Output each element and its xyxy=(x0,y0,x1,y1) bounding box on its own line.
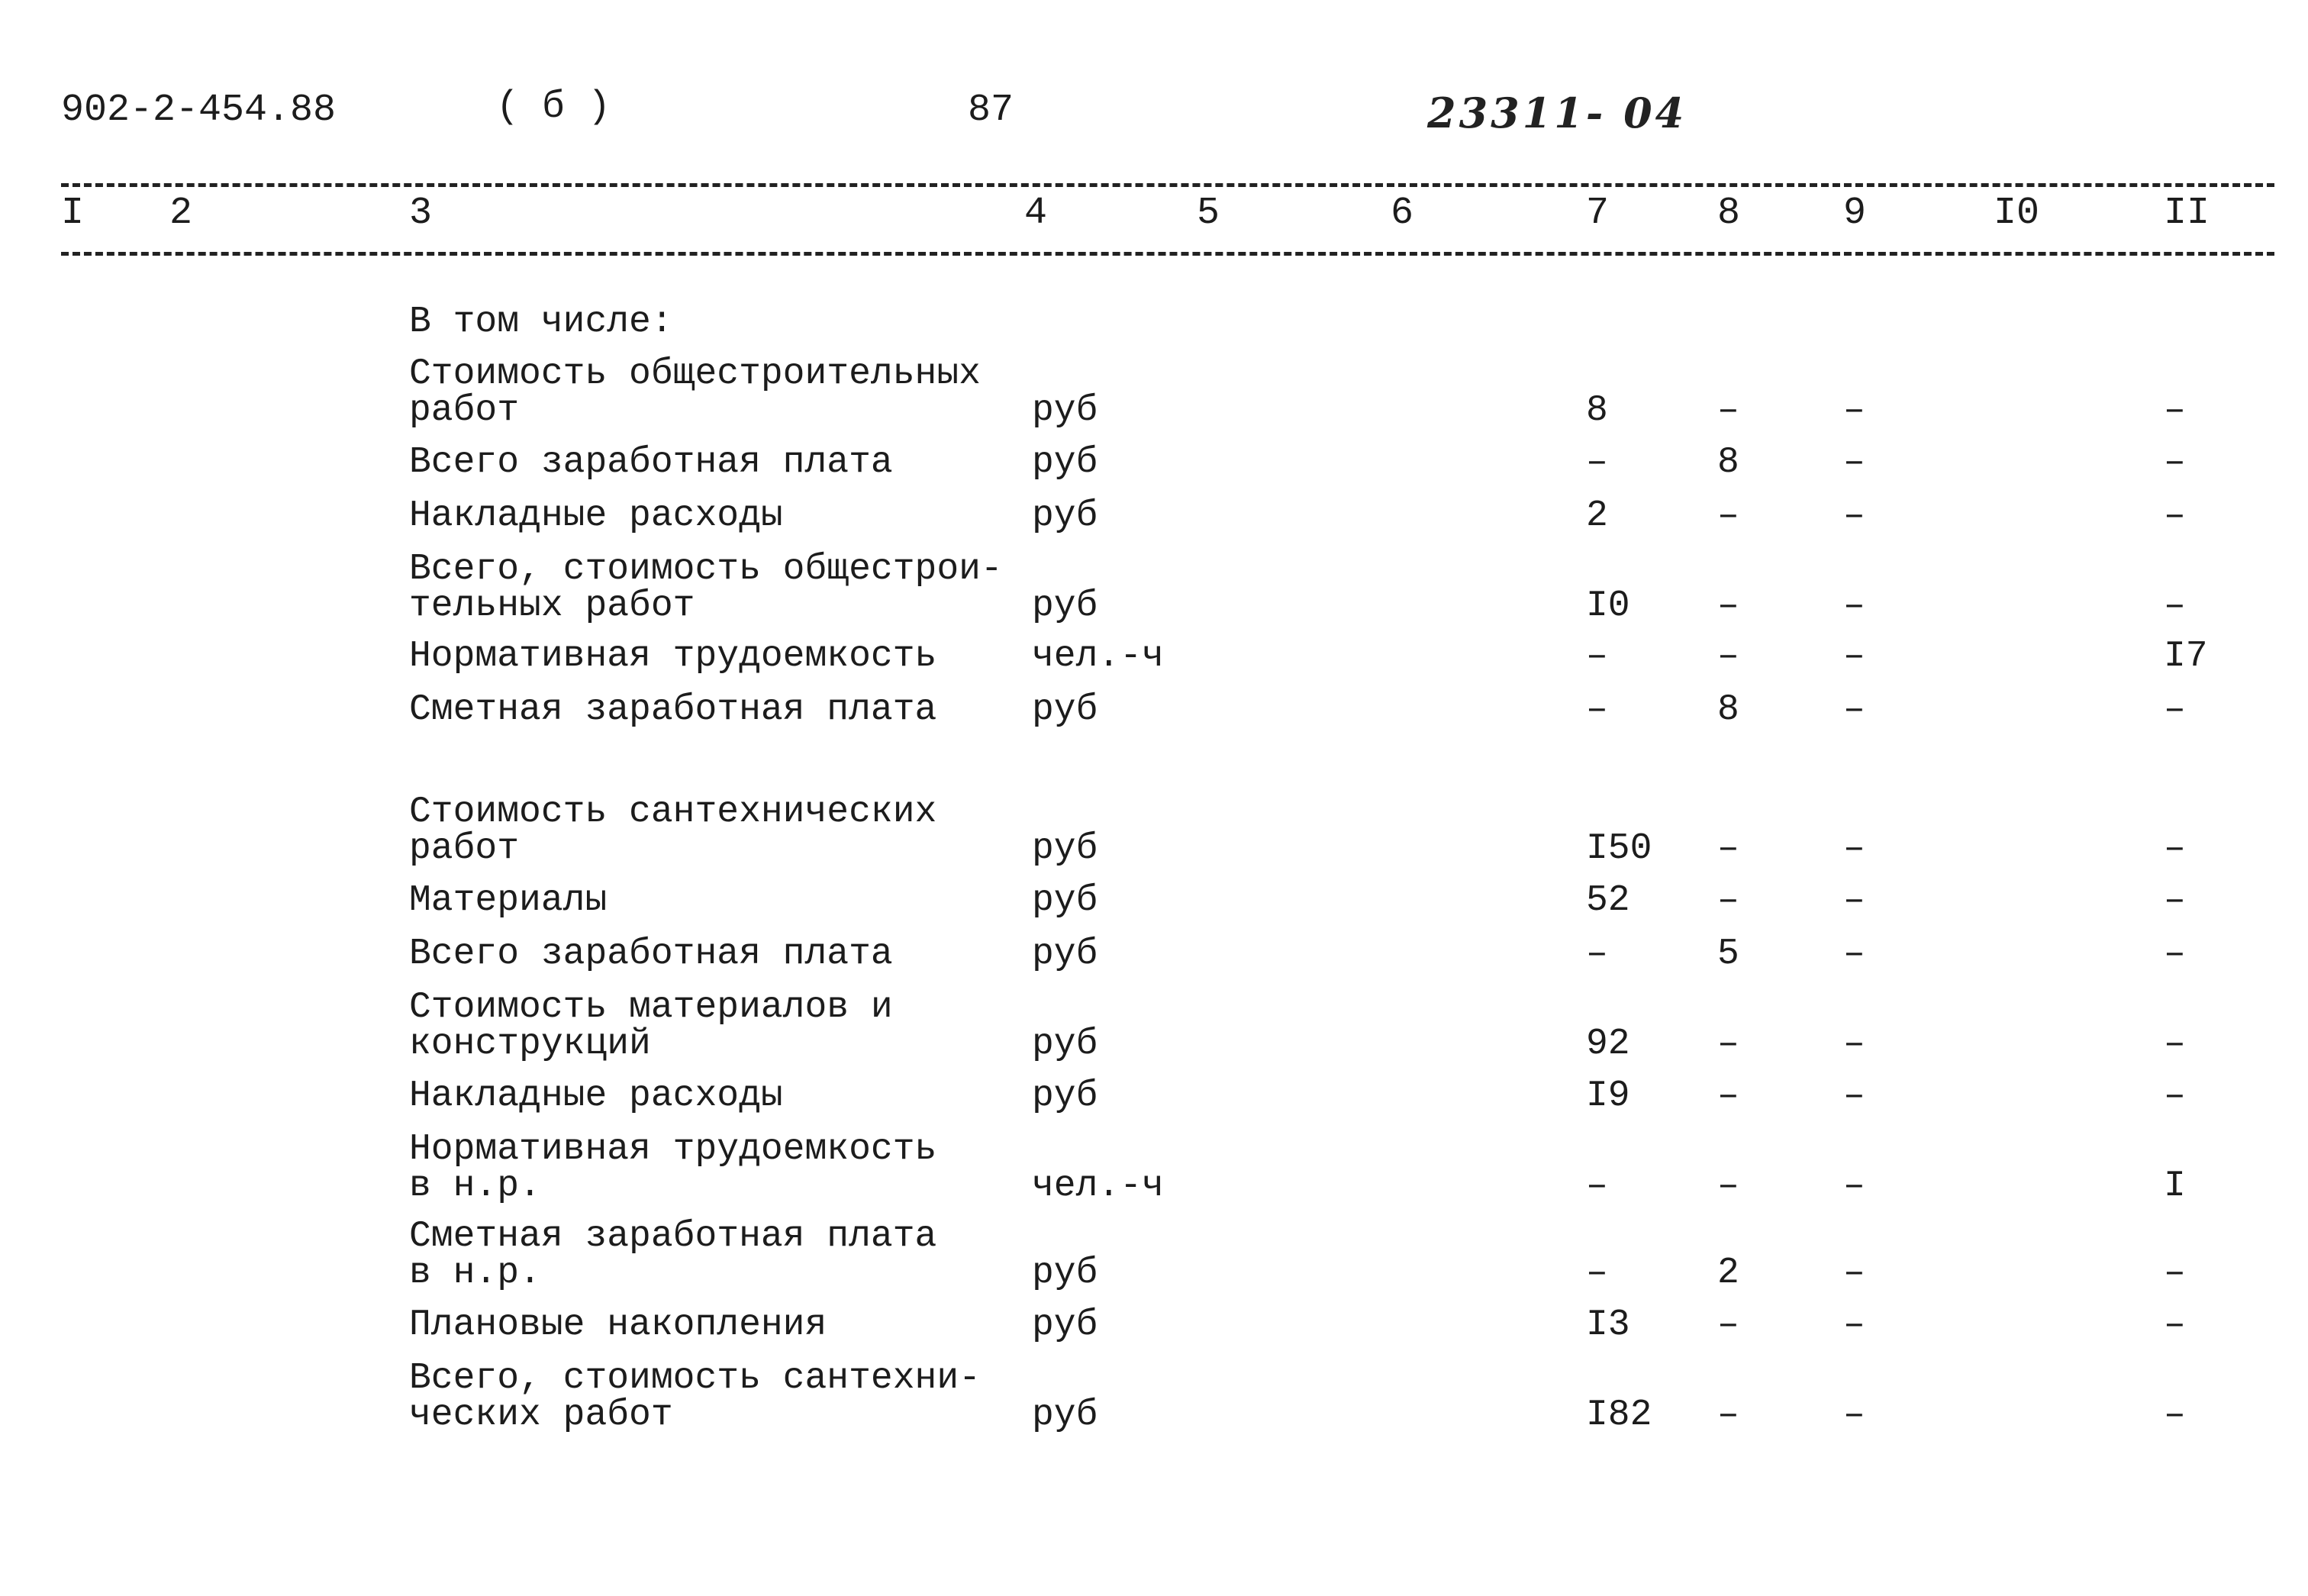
section-subheading: В том числе: xyxy=(409,301,673,343)
row-col9: – xyxy=(1843,636,1865,677)
row-unit: руб xyxy=(1032,585,1098,627)
row-col9: – xyxy=(1843,585,1865,627)
row-col8: 8 xyxy=(1717,442,1739,483)
row-unit: руб xyxy=(1032,1024,1098,1065)
row-col8: – xyxy=(1717,1394,1739,1436)
row-col7: – xyxy=(1586,636,1608,677)
row-unit: руб xyxy=(1032,828,1098,869)
row-col7: 2 xyxy=(1586,495,1608,537)
row-col8: 2 xyxy=(1717,1253,1739,1294)
column-number: 7 xyxy=(1586,192,1610,235)
row-name: Стоимость общестроительных работ xyxy=(409,353,981,431)
row-col7: I3 xyxy=(1586,1304,1630,1346)
row-col7: 8 xyxy=(1586,390,1608,431)
row-col9: – xyxy=(1843,495,1865,537)
column-number: I0 xyxy=(1994,192,2040,235)
row-unit: руб xyxy=(1032,442,1098,483)
row-unit: руб xyxy=(1032,880,1098,921)
column-number: I xyxy=(61,192,85,235)
row-name: Стоимость материалов и конструкций xyxy=(409,987,893,1065)
row-unit: чел.-ч xyxy=(1032,636,1164,677)
row-col9: – xyxy=(1843,933,1865,975)
row-col8: – xyxy=(1717,495,1739,537)
row-col9: – xyxy=(1843,1075,1865,1117)
row-name: Нормативная трудоемкость xyxy=(409,636,937,677)
row-col11: – xyxy=(2164,1304,2186,1346)
column-number: 4 xyxy=(1024,192,1048,235)
row-col7: I9 xyxy=(1586,1075,1630,1117)
row-col8: – xyxy=(1717,636,1739,677)
row-col9: – xyxy=(1843,390,1865,431)
row-col8: – xyxy=(1717,1166,1739,1207)
row-col8: – xyxy=(1717,1304,1739,1346)
row-col7: – xyxy=(1586,1166,1608,1207)
row-unit: чел.-ч xyxy=(1032,1166,1164,1207)
row-col7: I0 xyxy=(1586,585,1630,627)
row-name: Сметная заработная плата xyxy=(409,689,937,730)
row-col11: I7 xyxy=(2164,636,2208,677)
column-number: 8 xyxy=(1717,192,1741,235)
row-col9: – xyxy=(1843,1253,1865,1294)
column-number: 5 xyxy=(1197,192,1220,235)
row-col9: – xyxy=(1843,1024,1865,1065)
row-unit: руб xyxy=(1032,495,1098,537)
row-col8: – xyxy=(1717,1075,1739,1117)
row-col7: 52 xyxy=(1586,880,1630,921)
column-number: 6 xyxy=(1391,192,1414,235)
row-name: Стоимость сантехнических работ xyxy=(409,792,937,869)
row-unit: руб xyxy=(1032,1253,1098,1294)
row-name: Накладные расходы xyxy=(409,1075,783,1117)
section-marker: ( б ) xyxy=(496,85,611,129)
row-col8: – xyxy=(1717,828,1739,869)
row-col8: – xyxy=(1717,585,1739,627)
row-col9: – xyxy=(1843,442,1865,483)
row-name: Плановые накопления xyxy=(409,1304,827,1346)
row-col9: – xyxy=(1843,828,1865,869)
row-name: Всего заработная плата xyxy=(409,933,893,975)
row-col9: – xyxy=(1843,689,1865,730)
row-unit: руб xyxy=(1032,390,1098,431)
row-col11: – xyxy=(2164,442,2186,483)
row-col11: – xyxy=(2164,933,2186,975)
row-col7: I82 xyxy=(1586,1394,1652,1436)
row-col7: I50 xyxy=(1586,828,1652,869)
row-col9: – xyxy=(1843,1166,1865,1207)
row-name: Материалы xyxy=(409,880,608,921)
row-unit: руб xyxy=(1032,1075,1098,1117)
row-name: Сметная заработная плата в н.р. xyxy=(409,1216,937,1294)
row-col11: – xyxy=(2164,1394,2186,1436)
column-number: 3 xyxy=(409,192,433,235)
row-name: Нормативная трудоемкость в н.р. xyxy=(409,1129,937,1207)
row-unit: руб xyxy=(1032,1394,1098,1436)
row-col9: – xyxy=(1843,880,1865,921)
row-name: Всего заработная плата xyxy=(409,442,893,483)
row-col8: – xyxy=(1717,390,1739,431)
row-unit: руб xyxy=(1032,689,1098,730)
row-col11: – xyxy=(2164,1075,2186,1117)
column-number: 9 xyxy=(1843,192,1867,235)
row-name: Всего, стоимость сантехни- ческих работ xyxy=(409,1358,981,1436)
row-col11: – xyxy=(2164,1253,2186,1294)
row-col8: – xyxy=(1717,1024,1739,1065)
row-name: Всего, стоимость общестрои- тельных работ xyxy=(409,549,1003,627)
row-unit: руб xyxy=(1032,933,1098,975)
row-col7: 92 xyxy=(1586,1024,1630,1065)
column-number: II xyxy=(2164,192,2210,235)
row-col8: 5 xyxy=(1717,933,1739,975)
row-col11: I xyxy=(2164,1166,2186,1207)
row-col11: – xyxy=(2164,585,2186,627)
row-col7: – xyxy=(1586,689,1608,730)
row-col11: – xyxy=(2164,828,2186,869)
document-number: 902-2-454.88 xyxy=(61,89,337,132)
row-col7: – xyxy=(1586,1253,1608,1294)
handwritten-code: 23311- 04 xyxy=(1427,89,1687,137)
row-col11: – xyxy=(2164,495,2186,537)
row-col7: – xyxy=(1586,442,1608,483)
page-number: 87 xyxy=(968,89,1014,132)
row-col9: – xyxy=(1843,1394,1865,1436)
row-col11: – xyxy=(2164,1024,2186,1065)
row-col11: – xyxy=(2164,390,2186,431)
row-name: Накладные расходы xyxy=(409,495,783,537)
row-unit: руб xyxy=(1032,1304,1098,1346)
row-col8: 8 xyxy=(1717,689,1739,730)
row-col8: – xyxy=(1717,880,1739,921)
row-col7: – xyxy=(1586,933,1608,975)
row-col11: – xyxy=(2164,689,2186,730)
row-col9: – xyxy=(1843,1304,1865,1346)
row-col11: – xyxy=(2164,880,2186,921)
column-number: 2 xyxy=(169,192,193,235)
